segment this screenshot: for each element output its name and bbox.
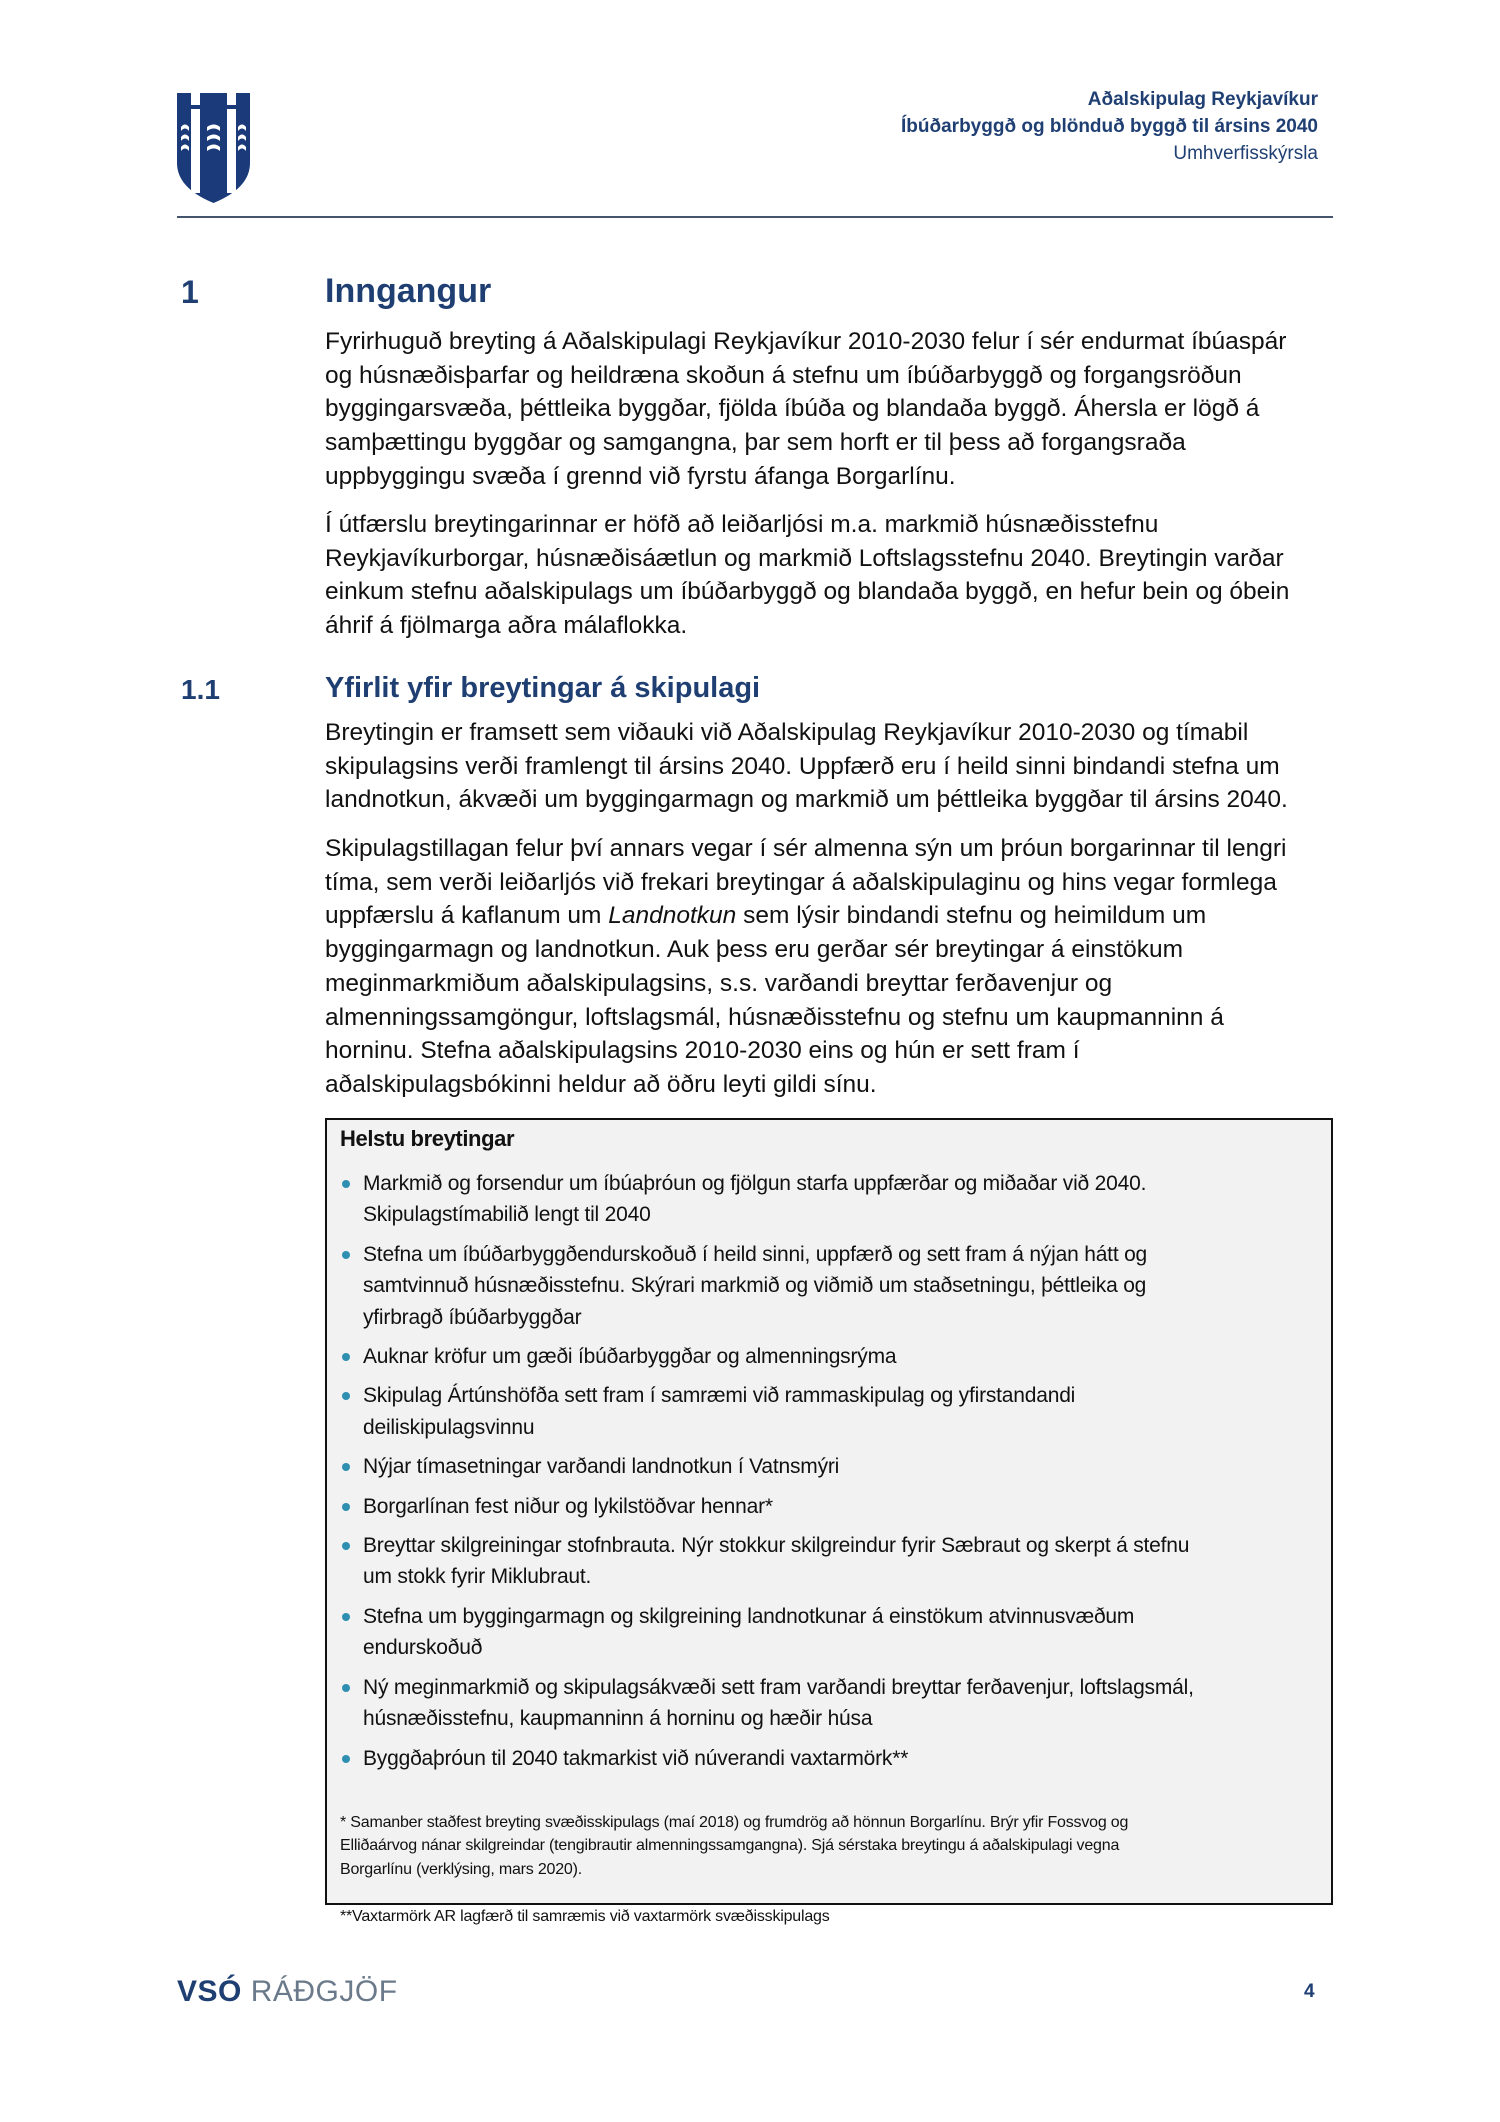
bullet-icon	[342, 1353, 350, 1361]
list-item-text: Stefna um byggingarmagn og skilgreining landnotkunar á einstökum atvinnusvæðum endurskoðuð	[363, 1604, 1135, 1660]
list-item-text: Skipulag Ártúnshöfða sett fram í samræmi við rammaskipulag og yfirstandandi deiliskipulagsvinnu	[363, 1384, 1076, 1439]
list-item	[340, 1380, 1325, 1443]
list-item-text: Byggðaþróun til 2040 takmarkist við núverandi vaxtarmörk**	[363, 1746, 909, 1770]
section-title: Inngangur	[325, 272, 492, 310]
bullet-icon	[342, 1542, 350, 1550]
bullet-icon	[342, 1180, 350, 1188]
header-subtitle: Íbúðarbyggð og blönduð byggð til ársins 2040	[901, 116, 1318, 137]
subsection-title: Yfirlit yfir breytingar á skipulagi	[325, 672, 761, 704]
vso-radgjof-logo	[177, 1975, 398, 2009]
list-item	[340, 1341, 1325, 1372]
bullet-icon	[342, 1503, 350, 1511]
box-footnotes	[340, 1787, 1128, 1952]
list-item	[340, 1491, 1325, 1522]
list-item	[340, 1743, 1325, 1774]
list-item	[340, 1239, 1325, 1333]
bullet-icon	[342, 1684, 350, 1692]
brand-light: RÁÐGJÖF	[250, 1975, 398, 2008]
subsection-paragraph	[325, 832, 1345, 1102]
list-item-text: Auknar kröfur um gæði íbúðarbyggðar og almenningsrýma	[363, 1345, 897, 1369]
key-changes-list	[340, 1168, 1325, 1782]
list-item	[340, 1451, 1325, 1482]
subsection-number: 1.1	[181, 674, 220, 705]
list-item-text: Breyttar skilgreiningar stofnbrauta. Nýr stokkur skilgreindur fyrir Sæbraut og skerpt á stefnu um stokk fyrir Miklubraut.	[363, 1534, 1190, 1589]
list-item-text: Borgarlínan fest niður og lykilstöðvar hennar*	[363, 1494, 773, 1518]
list-item-text: Ný meginmarkmið og skipulagsákvæði sett fram varðandi breyttar ferðavenjur, loftslagsmál, húsnæðisstefnu, kaupmanninn á horninu og hæðir húsa	[363, 1675, 1194, 1731]
bullet-icon	[342, 1392, 350, 1400]
header-plan-title: Aðalskipulag Reykjavíkur	[1087, 89, 1318, 110]
list-item-text: Nýjar tímasetningar varðandi landnotkun í Vatnsmýri	[363, 1455, 840, 1479]
list-item-text: Stefna um íbúðarbyggðendurskoðuð í heild sinni, uppfærð og sett fram á nýjan hátt og samtvinnuð húsnæðisstefnu. Skýrari markmið og viðmið um staðsetningu, þéttleika og yfirbragð íbúðarbyggðar	[363, 1242, 1148, 1329]
list-item	[340, 1601, 1325, 1664]
reykjavik-coat-of-arms-logo	[177, 93, 250, 203]
bullet-icon	[342, 1463, 350, 1471]
header-divider	[177, 216, 1333, 218]
key-changes-box	[325, 1118, 1333, 1925]
footnote: **Vaxtarmörk AR lagfærð til samræmis við vaxtarmörk svæðisskipulags	[340, 1907, 830, 1925]
paragraph-text: sem lýsir bindandi stefnu og heimildum um byggingarmagn og landnotkun. Auk þess eru gerðar sér breytingar á einstökum meginmarkmiðum aðalskipulagsins, s.s. varðandi breyttar ferðavenjur og almenningssamgöngur, loftslagsmál, húsnæðisstefnu og stefnu um kaupmanninn á horninu. Stefna aðalskipulagsins 2010-2030 eins og hún er sett fram í aðalskipulagsbókinni heldur að öðru leyti gildi sínu.	[325, 902, 1224, 1098]
section-paragraph: Í útfærslu breytingarinnar er höfð að leiðarljósi m.a. markmið húsnæðisstefnu Reykjavíkurborgar, húsnæðisáætlun og markmið Loftslagsstefnu 2040. Breytingin varðar einkum stefnu aðalskipulags um íbúðarbyggð og blandaða byggð, en hefur bein og óbein áhrif á fjölmarga aðra málaflokka.	[325, 511, 1290, 640]
paragraph-text: Skipulagstillagan felur því annars vegar í sér almenna sýn um þróun borgarinnar til lengri tíma, sem verði leiðarljós við frekari breytingar á aðalskipulaginu og hins vegar formlega uppfærslu á kaflanum um	[325, 835, 1287, 930]
paragraph-italic-term: Landnotkun	[608, 902, 737, 930]
box-title: Helstu breytingar	[340, 1126, 515, 1151]
list-item-text: Markmið og forsendur um íbúaþróun og fjölgun starfa uppfærðar og miðaðar við 2040. Skipulagstímabilið lengt til 2040	[363, 1172, 1147, 1227]
list-item	[340, 1530, 1325, 1593]
section-paragraph: Fyrirhuguð breyting á Aðalskipulagi Reykjavíkur 2010-2030 felur í sér endurmat íbúaspár og húsnæðisþarfar og heildræna skoðun á stefnu um íbúðarbyggð og forgangsröðun byggingarsvæða, þéttleika byggðar, fjölda íbúða og blandaða byggð. Áhersla er lögð á samþættingu byggðar og samgangna, þar sem horft er til þess að forgangsraða uppbyggingu svæða í grennd við fyrstu áfanga Borgarlínu.	[325, 328, 1287, 490]
bullet-icon	[342, 1613, 350, 1621]
footnote: * Samanber staðfest breyting svæðisskipulags (maí 2018) og frumdrög að hönnun Borgarlínu. Brýr yfir Fossvog og Elliðaárvog nánar skilgreindar (tengibrautir almenningssamgangna). Sjá sérstaka breytingu á aðalskipulagi vegna Borgarlínu (verklýsing, mars 2020).	[340, 1813, 1129, 1878]
page-number: 4	[1304, 1981, 1315, 2002]
bullet-icon	[342, 1755, 350, 1763]
header-doc-type: Umhverfisskýrsla	[1173, 143, 1318, 164]
section-number: 1	[181, 274, 199, 310]
brand-bold: VSÓ	[177, 1975, 242, 2008]
list-item	[340, 1672, 1325, 1735]
bullet-icon	[342, 1251, 350, 1259]
document-header	[901, 86, 1318, 167]
subsection-paragraph: Breytingin er framsett sem viðauki við Aðalskipulag Reykjavíkur 2010-2030 og tímabil skipulagsins verði framlengt til ársins 2040. Uppfærð eru í heild sinni bindandi stefna um landnotkun, ákvæði um byggingarmagn og markmið um þéttleika byggðar til ársins 2040.	[325, 719, 1288, 814]
list-item	[340, 1168, 1325, 1231]
